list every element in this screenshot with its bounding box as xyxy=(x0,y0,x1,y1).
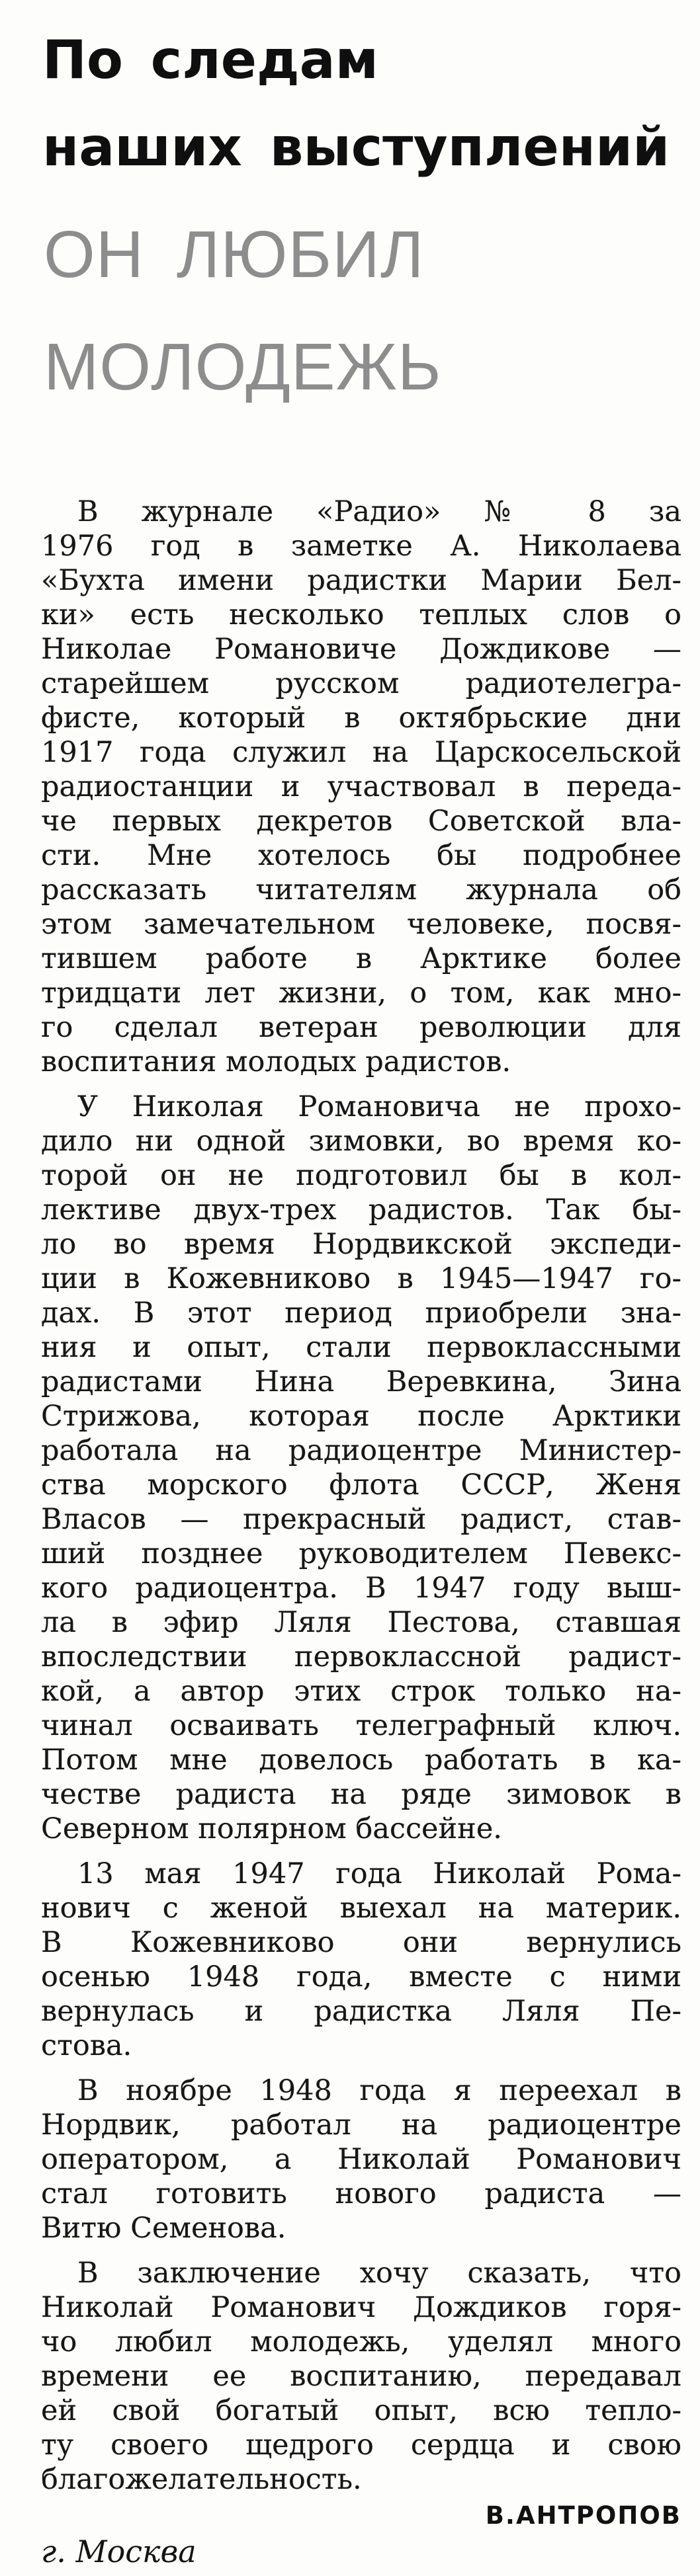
article-line: впоследствии первоклассной радист- xyxy=(41,1640,681,1673)
article-line: «Бухта имени радистки Марии Бел- xyxy=(41,564,681,597)
article-title-line-1: ОН ЛЮБИЛ xyxy=(44,218,425,292)
article-line: Потом мне довелось работать в ка- xyxy=(41,1744,681,1777)
article-line: стал готовить нового радиста — xyxy=(41,2177,681,2210)
article-line: воспитания молодых радистов. xyxy=(41,1045,511,1078)
paragraph xyxy=(41,1857,681,2063)
article-line: 1917 года служил на Царскосельской xyxy=(41,736,681,769)
article-line: ла в эфир Ляля Пестова, ставшая xyxy=(41,1606,681,1639)
article-line: стова. xyxy=(41,2029,132,2062)
article-line: го сделал ветеран революции для xyxy=(41,1011,681,1044)
article-line: кой, а автор этих строк только на- xyxy=(41,1675,681,1708)
article-line: тридцати лет жизни, о том, как мно- xyxy=(41,977,681,1010)
article-line: Стрижова, которая после Арктики xyxy=(41,1400,681,1433)
article-line: радистами Нина Веревкина, Зина xyxy=(41,1365,681,1398)
article-body xyxy=(41,495,681,2497)
article-line: В Кожевниково они вернулись xyxy=(41,1926,681,1959)
article-line: радиостанции и участвовал в переда- xyxy=(41,770,681,803)
article-line: нович с женой выехал на материк. xyxy=(41,1892,681,1925)
article-title xyxy=(44,198,442,423)
article-line: Витю Семенова. xyxy=(41,2212,286,2245)
article-line: дах. В этот период приобрели зна- xyxy=(41,1297,681,1330)
article-line: сти. Мне хотелось бы подробнее xyxy=(41,839,681,872)
article-line: фисте, который в октябрьские дни xyxy=(41,702,681,735)
article-line: 13 мая 1947 года Николай Рома- xyxy=(77,1857,681,1890)
article-line: чинал осваивать телеграфный ключ. xyxy=(41,1709,681,1742)
article-line: лективе двух-трех радистов. Так бы- xyxy=(41,1193,681,1227)
author-signature: В.АНТРОПОВ xyxy=(485,2501,681,2530)
article-line: ло во время Нордвикской экспеди- xyxy=(41,1228,681,1261)
article-line: Северном полярном бассейне. xyxy=(41,1812,502,1845)
article-line: времени ее воспитанию, передавал xyxy=(41,2360,681,2393)
article-line: чо любил молодежь, уделял много xyxy=(41,2325,681,2358)
article-line: благожелательность. xyxy=(41,2463,362,2496)
kicker-line-2: наших выступлений xyxy=(42,116,670,178)
article-line: Власов — прекрасный радист, став- xyxy=(41,1503,681,1536)
article-line: ства морского флота СССР, Женя xyxy=(41,1469,681,1502)
article-line: В журнале «Радио» № 8 за xyxy=(77,495,681,528)
article-line: работала на радиоцентре Министер- xyxy=(41,1434,681,1467)
author-place: г. Москва xyxy=(41,2534,197,2569)
article-line: Николай Романович Дождиков горя- xyxy=(41,2291,681,2324)
article-line: дило ни одной зимовки, во время ко- xyxy=(41,1125,681,1158)
article-line: оператором, а Николай Романович xyxy=(41,2143,681,2176)
paragraph xyxy=(41,1090,681,1846)
article-column xyxy=(41,495,681,2570)
article-line: кого радиоцентра. В 1947 году выш- xyxy=(41,1572,681,1605)
article-line: У Николая Романовича не прохо- xyxy=(77,1090,681,1123)
kicker-line-1: По следам xyxy=(42,29,379,91)
article-line: В заключение хочу сказать, что xyxy=(77,2257,681,2290)
paragraph xyxy=(41,2073,681,2245)
article-line: ей свой богатый опыт, всю тепло- xyxy=(41,2394,681,2427)
article-line: ший позднее руководителем Певекс- xyxy=(41,1537,681,1570)
article-line: честве радиста на ряде зимовок в xyxy=(41,1778,681,1811)
article-title-line-2: МОЛОДЕЖЬ xyxy=(44,330,442,404)
article-line: этом замечательном человеке, посвя- xyxy=(41,908,681,941)
article-line: Николае Романовиче Дождикове — xyxy=(41,633,681,666)
article-line: торой он не подготовил бы в кол- xyxy=(41,1159,681,1192)
article-line: ции в Кожевниково в 1945—1947 го- xyxy=(41,1262,681,1295)
article-line: ту своего щедрого сердца и свою xyxy=(41,2429,681,2462)
article-line: 1976 год в заметке А. Николаева xyxy=(41,530,681,563)
article-line: осенью 1948 года, вместе с ними xyxy=(41,1960,681,1993)
article-line: рассказать читателям журнала об xyxy=(41,873,681,906)
article-line: Нордвик, работал на радиоцентре xyxy=(41,2109,681,2142)
paragraph xyxy=(41,2256,681,2497)
article-line: ки» есть несколько теплых слов о xyxy=(41,598,681,631)
article-line: В ноябре 1948 года я переехал в xyxy=(77,2074,681,2107)
article-line: че первых декретов Советской вла- xyxy=(41,805,681,838)
article-line: вернулась и радистка Ляля Пе- xyxy=(41,1995,681,2028)
article-line: старейшем русском радиотелегра- xyxy=(41,667,681,700)
article-line: тившем работе в Арктике более xyxy=(41,942,681,975)
kicker-headline xyxy=(42,17,670,191)
paragraph xyxy=(41,495,681,1079)
article-line: ния и опыт, стали первоклассными xyxy=(41,1331,681,1364)
